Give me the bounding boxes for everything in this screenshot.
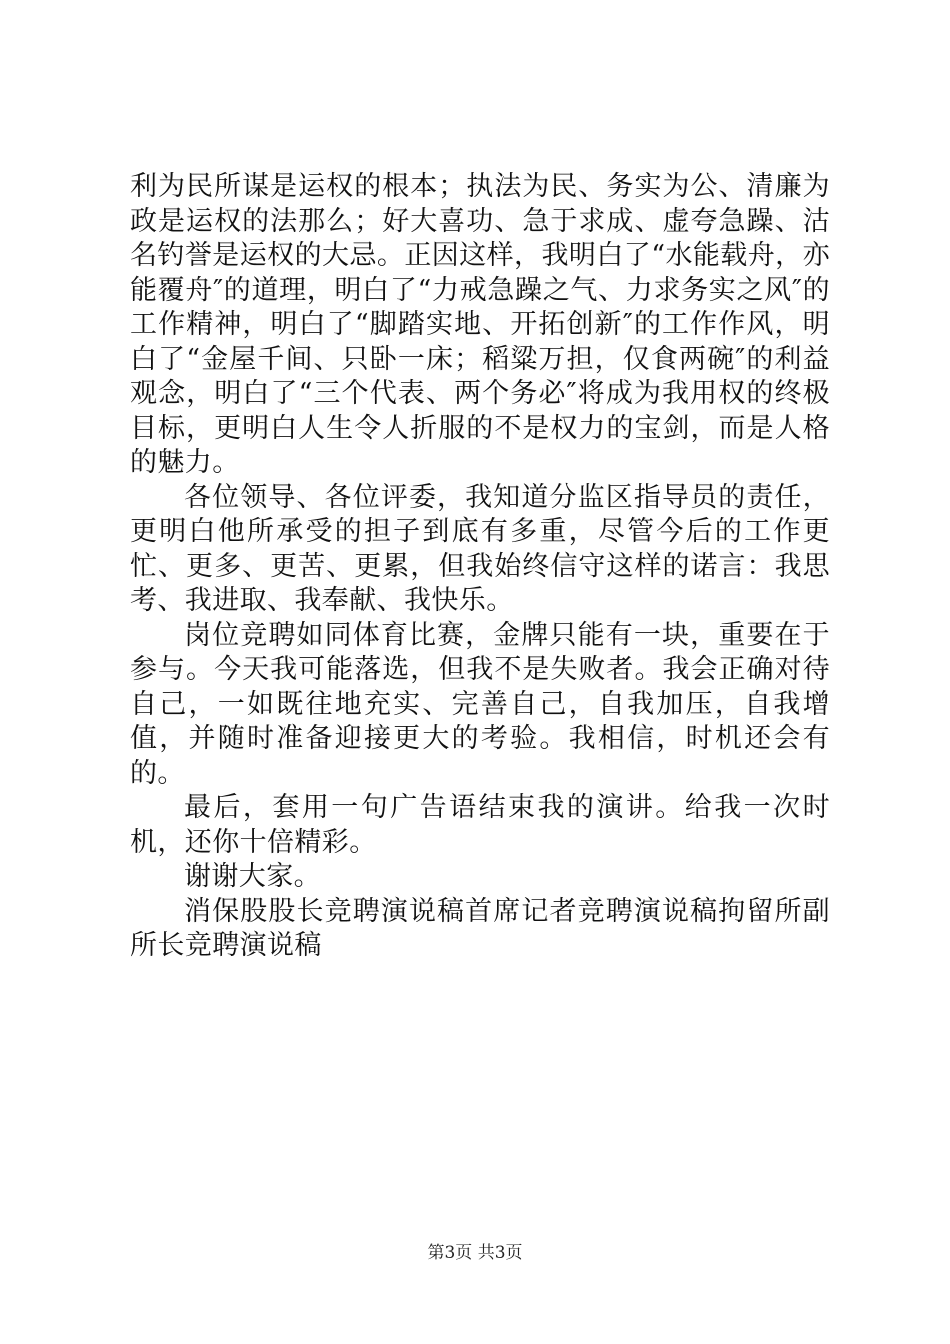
related-links-paragraph: 消保股股长竞聘演说稿首席记者竞聘演说稿拘留所副所长竞聘演说稿: [130, 895, 830, 961]
document-body: [130, 170, 830, 964]
page-footer: 第3页 共3页: [427, 1243, 523, 1263]
paragraph-2: 各位领导、各位评委，我知道分监区指导员的责任，更明白他所承受的担子到底有多重，尽管今后的工作更忙、更多、更苦、更累，但我始终信守这样的诺言：我思考、我进取、我奉献、我快乐。: [130, 481, 830, 616]
paragraph-1: 利为民所谋是运权的根本；执法为民、务实为公、清廉为政是运权的法那么；好大喜功、急于求成、虚夸急躁、沽名钓誉是运权的大忌。正因这样，我明白了“水能载舟，亦能覆舟″的道理，明白了“力戒急躁之气、力求务实之风″的工作精神，明白了“脚踏实地、开拓创新″的工作作风，明白了“金屋千间、只卧一床；稻粱万担，仅食两碗″的利益观念，明白了“三个代表、两个务必″将成为我用权的终极目标，更明白人生令人折服的不是权力的宝剑，而是人格的魅力。: [130, 171, 830, 478]
paragraph-4: 最后，套用一句广告语结束我的演讲。给我一次时机，还你十倍精彩。: [130, 792, 830, 858]
paragraph-3: 岗位竞聘如同体育比赛，金牌只能有一块，重要在于参与。今天我可能落选，但我不是失败者。我会正确对待自己，一如既往地充实、完善自己，自我加压，自我增值，并随时准备迎接更大的考验。我相信，时机还会有的。: [130, 619, 830, 789]
paragraph-5: 谢谢大家。: [184, 861, 321, 892]
